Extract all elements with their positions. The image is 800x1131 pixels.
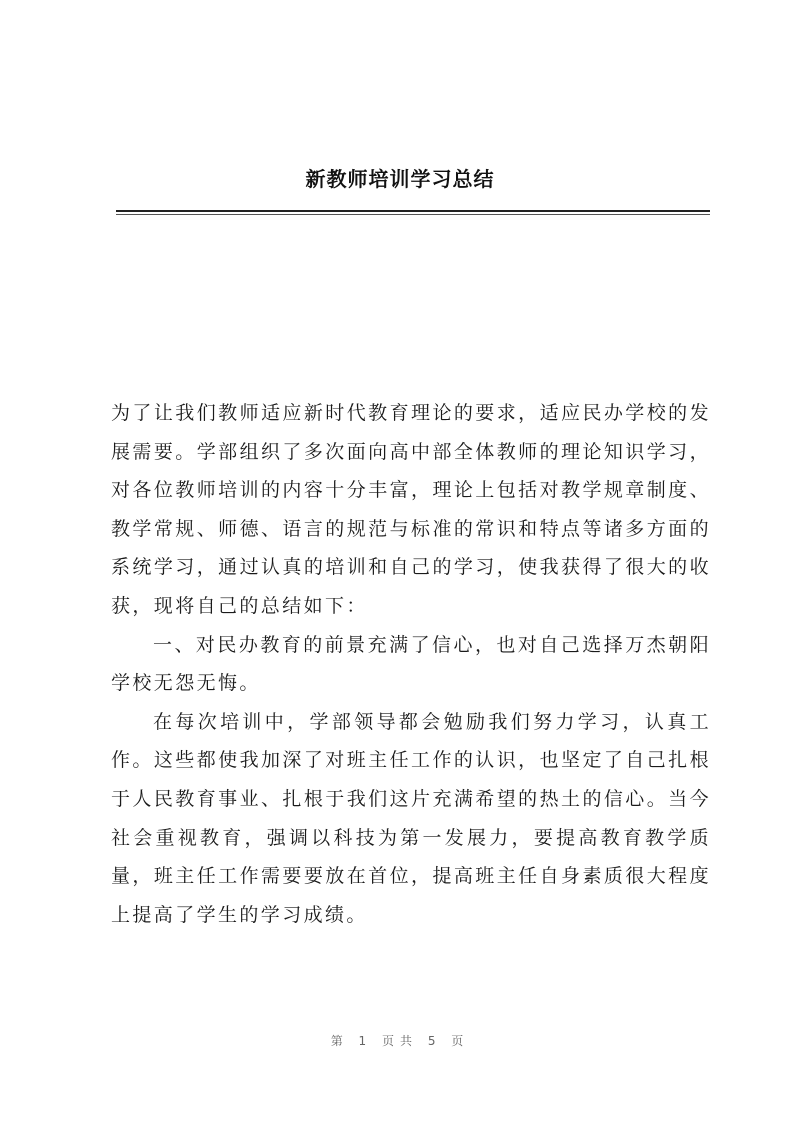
paragraph-training: 在每次培训中，学部领导都会勉励我们努力学习，认真工作。这些都使我加深了对班主任工作的认识，也坚定了自己扎根于人民教育事业、扎根于我们这片充满希望的热土的信心。当今社会重视教育，强调以科技为第一发展力，要提高教育教学质量，班主任工作需要要放在首位，提高班主任自身素质很大程度上提高了学生的学习成绩。 [111,710,711,926]
document-body [111,394,711,934]
title-underline-thin [116,214,710,215]
paragraph-intro: 为了让我们教师适应新时代教育理论的要求，适应民办学校的发展需要。学部组织了多次面向高中部全体教师的理论知识学习，对各位教师培训的内容十分丰富，理论上包括对教学规章制度、教学常规、师德、语言的规范与标准的常识和特点等诸多方面的系统学习，通过认真的培训和自己的学习，使我获得了很大的收获，现将自己的总结如下： [111,402,711,617]
title-underline [116,210,710,212]
paragraph-section-one-heading: 一、对民办教育的前景充满了信心，也对自己选择万杰朝阳学校无怨无悔。 [111,633,711,695]
page-number-footer: 第 1 页共 5 页 [330,1034,470,1048]
page-title: 新教师培训学习总结 [305,167,495,191]
